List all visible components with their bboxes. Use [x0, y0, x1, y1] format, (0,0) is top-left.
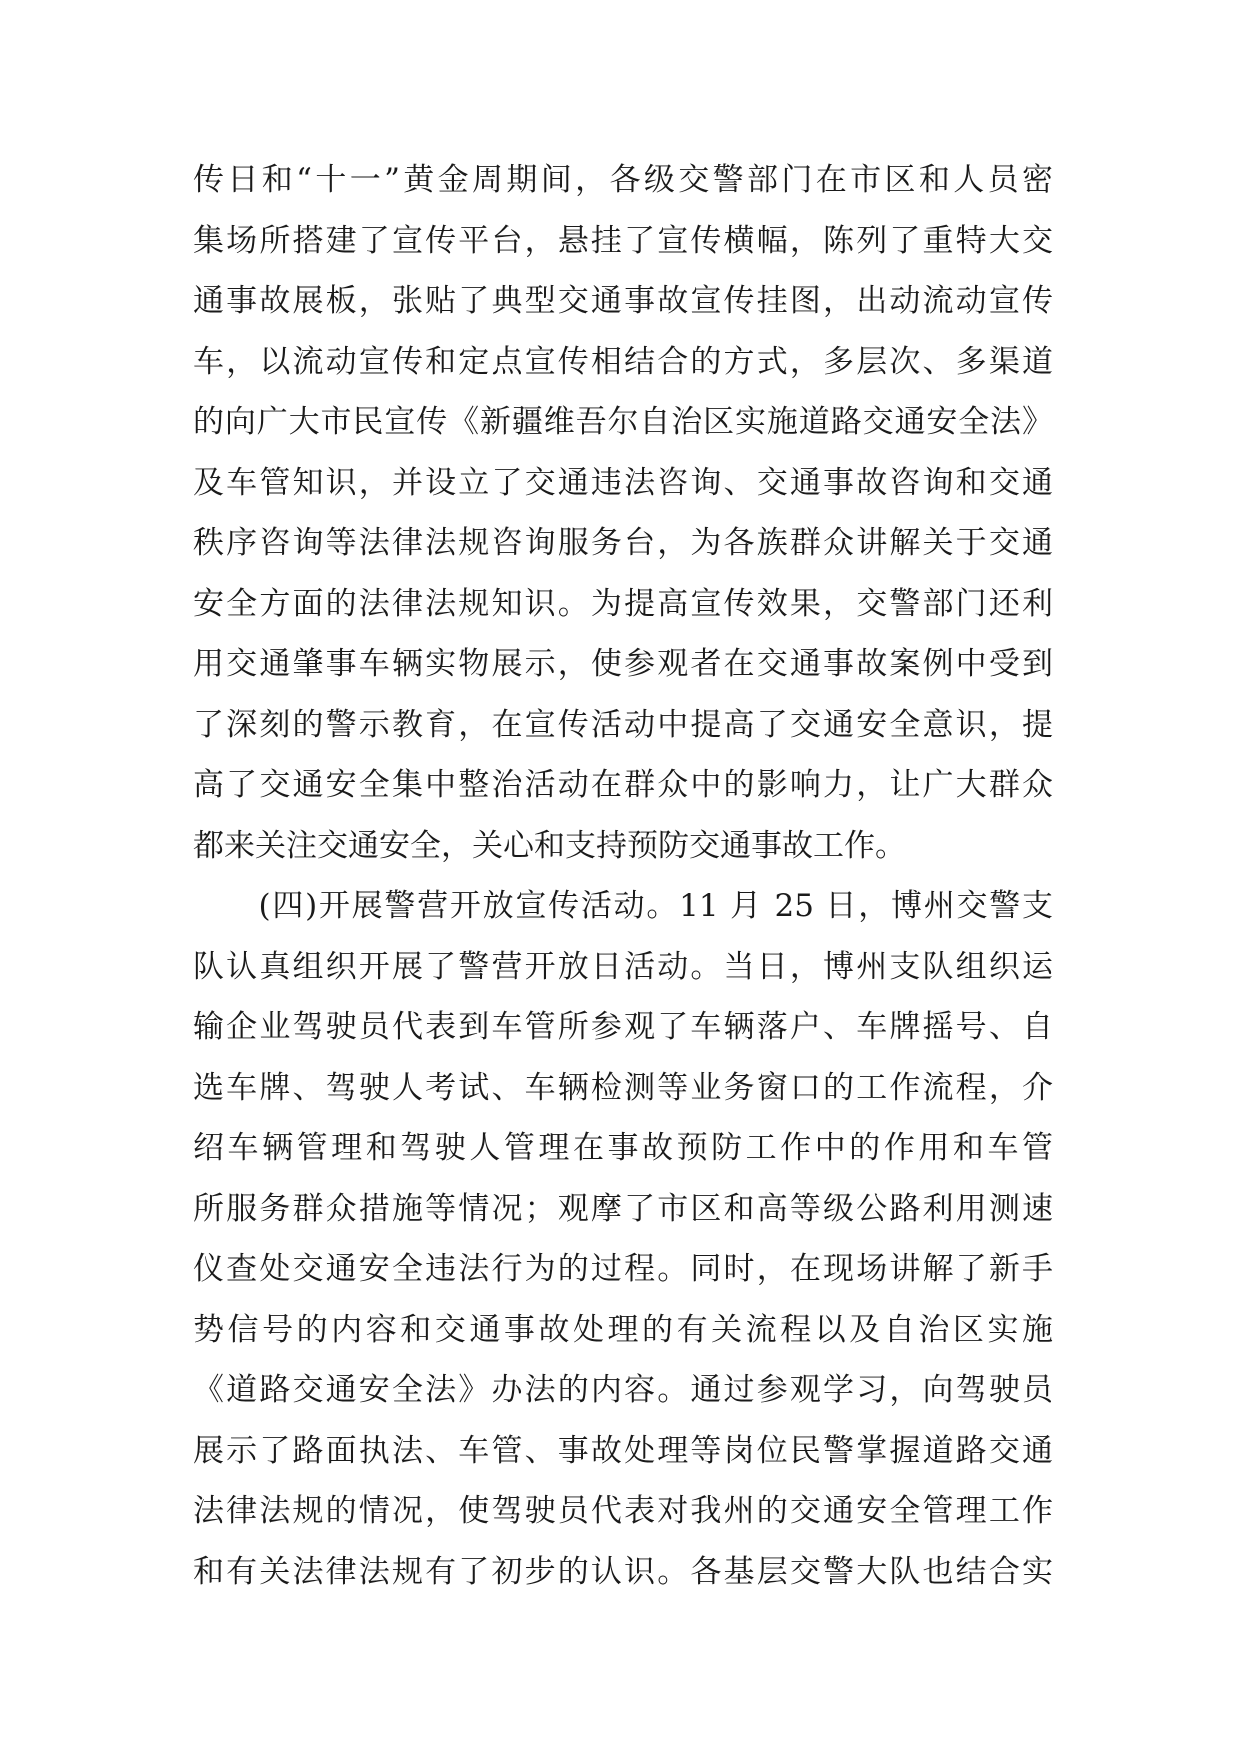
text-line: 传日和“十一”黄金周期间，各级交警部门在市区和人员密 — [193, 162, 1053, 198]
text-line: 及车管知识，并设立了交通违法咨询、交通事故咨询和交通 — [193, 464, 1053, 501]
text-line: 车，以流动宣传和定点宣传相结合的方式，多层次、多渠道 — [193, 343, 1053, 380]
text-line: 集场所搭建了宣传平台，悬挂了宣传横幅，陈列了重特大交 — [193, 222, 1053, 259]
text-line: 的向广大市民宣传《新疆维吾尔自治区实施道路交通安全法》 — [193, 404, 1053, 440]
text-line: 和有关法律法规有了初步的认识。各基层交警大队也结合实 — [193, 1553, 1053, 1590]
text-line: 势信号的内容和交通事故处理的有关流程以及自治区实施 — [193, 1311, 1053, 1348]
text-line: 展示了路面执法、车管、事故处理等岗位民警掌握道路交通 — [193, 1432, 1053, 1469]
text-line: 仪查处交通安全违法行为的过程。同时，在现场讲解了新手 — [193, 1251, 1053, 1287]
text-line: 安全方面的法律法规知识。为提高宣传效果，交警部门还利 — [193, 585, 1053, 622]
text-line: 高了交通安全集中整治活动在群众中的影响力，让广大群众 — [193, 767, 1053, 803]
text-line: 通事故展板，张贴了典型交通事故宣传挂图，出动流动宣传 — [193, 283, 1053, 319]
text-line: 队认真组织开展了警营开放日活动。当日，博州支队组织运 — [193, 948, 1053, 985]
text-line: 《道路交通安全法》办法的内容。通过参观学习，向驾驶员 — [193, 1372, 1053, 1408]
text-line: 了深刻的警示教育，在宣传活动中提高了交通安全意识，提 — [193, 706, 1053, 743]
text-line: 输企业驾驶员代表到车管所参观了车辆落户、车牌摇号、自 — [193, 1009, 1053, 1045]
text-line: 绍车辆管理和驾驶人管理在事故预防工作中的作用和车管 — [193, 1130, 1053, 1166]
text-line: 用交通肇事车辆实物展示，使参观者在交通事故案例中受到 — [193, 646, 1053, 682]
text-line: 秩序咨询等法律法规咨询服务台，为各族群众讲解关于交通 — [193, 525, 1053, 561]
text-line: 都来关注交通安全，关心和支持预防交通事故工作。 — [193, 827, 906, 864]
text-line: 法律法规的情况，使驾驶员代表对我州的交通安全管理工作 — [193, 1493, 1053, 1529]
body-text — [193, 150, 1053, 1602]
text-line: 所服务群众措施等情况；观摩了市区和高等级公路利用测速 — [193, 1190, 1053, 1227]
text-line: (四)开展警营开放宣传活动。11 月 25 日，博州交警支 — [193, 888, 1053, 924]
text-line: 选车牌、驾驶人考试、车辆检测等业务窗口的工作流程，介 — [193, 1069, 1053, 1106]
